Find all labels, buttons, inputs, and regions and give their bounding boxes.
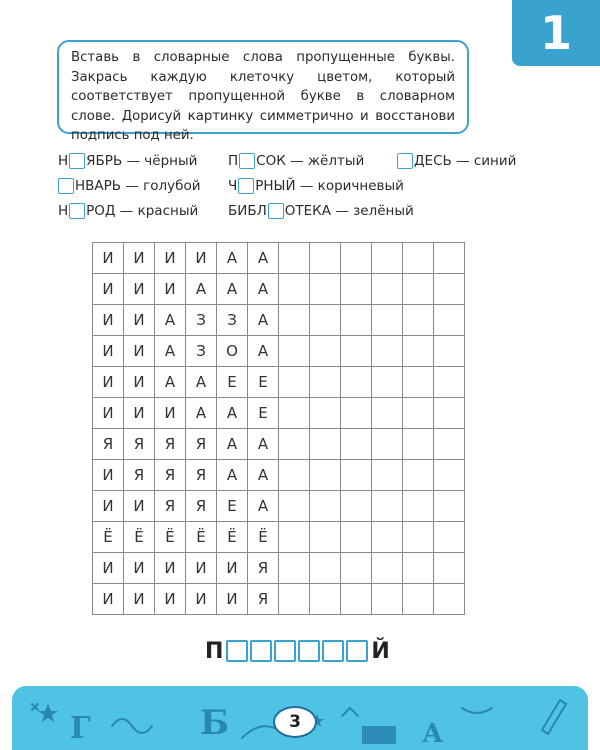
- grid-row: [93, 274, 465, 305]
- grid-cell[interactable]: А: [248, 305, 279, 336]
- grid-cell[interactable]: Я: [186, 429, 217, 460]
- grid-cell[interactable]: [310, 460, 341, 491]
- grid-cell[interactable]: Ё: [217, 522, 248, 553]
- grid-cell[interactable]: Я: [186, 491, 217, 522]
- grid-cell[interactable]: И: [93, 243, 124, 274]
- word-desyat: [396, 151, 516, 171]
- grid-cell[interactable]: [434, 305, 465, 336]
- grid-cell[interactable]: И: [93, 336, 124, 367]
- grid-cell[interactable]: [310, 336, 341, 367]
- grid-cell[interactable]: З: [217, 305, 248, 336]
- grid-row: [93, 398, 465, 429]
- page-number-text: 3: [289, 712, 301, 732]
- word-suffix: РОД: [86, 203, 116, 219]
- chapter-number: 1: [539, 6, 572, 60]
- grid-cell[interactable]: И: [124, 584, 155, 615]
- grid-cell[interactable]: [372, 274, 403, 305]
- grid-cell[interactable]: И: [93, 305, 124, 336]
- grid-row: [93, 243, 465, 274]
- grid-cell[interactable]: А: [186, 367, 217, 398]
- grid-cell[interactable]: [372, 398, 403, 429]
- grid-cell[interactable]: И: [124, 491, 155, 522]
- word-prefix: БИБЛ: [228, 203, 267, 219]
- grid-cell[interactable]: [341, 491, 372, 522]
- grid-cell[interactable]: И: [93, 460, 124, 491]
- grid-cell[interactable]: И: [186, 553, 217, 584]
- instruction-box: [57, 40, 469, 144]
- grid-cell[interactable]: [341, 243, 372, 274]
- answer-first-letter: П: [205, 638, 224, 664]
- grid-cell[interactable]: [310, 491, 341, 522]
- page-number: [273, 706, 317, 738]
- word-chernyy: [228, 176, 404, 196]
- word-prefix: Ч: [228, 178, 238, 194]
- word-suffix: НВАРЬ: [75, 178, 122, 194]
- word-suffix: СОК: [256, 153, 286, 169]
- grid-cell[interactable]: Ё: [93, 522, 124, 553]
- letter-blank[interactable]: [397, 153, 413, 169]
- word-color: — голубой: [125, 178, 201, 194]
- grid-row: [93, 336, 465, 367]
- grid-cell[interactable]: [434, 553, 465, 584]
- grid-cell[interactable]: [279, 398, 310, 429]
- word-yanvar: [57, 176, 200, 196]
- grid-cell[interactable]: [279, 243, 310, 274]
- grid-cell[interactable]: [372, 491, 403, 522]
- grid-row: [93, 367, 465, 398]
- chapter-number-tab: [512, 0, 600, 66]
- word-narod: [58, 201, 198, 221]
- word-suffix: ЯБРЬ: [86, 153, 123, 169]
- grid-cell[interactable]: И: [186, 584, 217, 615]
- grid-cell[interactable]: Я: [93, 429, 124, 460]
- grid-cell[interactable]: И: [93, 398, 124, 429]
- grid-cell[interactable]: А: [155, 336, 186, 367]
- grid-cell[interactable]: [434, 584, 465, 615]
- grid-cell[interactable]: [403, 460, 434, 491]
- grid-cell[interactable]: Я: [155, 460, 186, 491]
- grid-cell[interactable]: [310, 429, 341, 460]
- grid-cell[interactable]: Ё: [124, 522, 155, 553]
- answer-letter-blank[interactable]: [226, 640, 248, 662]
- grid-cell[interactable]: А: [186, 398, 217, 429]
- grid-cell[interactable]: [372, 305, 403, 336]
- grid-cell[interactable]: [372, 429, 403, 460]
- grid-cell[interactable]: [372, 243, 403, 274]
- grid-cell[interactable]: [403, 429, 434, 460]
- grid-cell[interactable]: [434, 274, 465, 305]
- answer-letter-blank[interactable]: [250, 640, 272, 662]
- grid-cell[interactable]: [434, 367, 465, 398]
- answer-letter-blank[interactable]: [346, 640, 368, 662]
- grid-cell[interactable]: А: [217, 460, 248, 491]
- grid-cell[interactable]: И: [93, 367, 124, 398]
- instruction-text: Вставь в словарные слова пропущенные буквы. Закрась каждую клеточку цветом, который соответствует пропущенной букве в словарном слове. Дорисуй картинку симметрично и восстанови подпись под ней.: [71, 50, 455, 144]
- grid-cell[interactable]: И: [155, 553, 186, 584]
- grid-cell[interactable]: [341, 398, 372, 429]
- grid-cell[interactable]: Я: [248, 584, 279, 615]
- grid-row: [93, 491, 465, 522]
- word-suffix: ДЕСЬ: [414, 153, 452, 169]
- grid-cell[interactable]: Е: [217, 491, 248, 522]
- grid-cell[interactable]: [279, 460, 310, 491]
- grid-cell[interactable]: [434, 429, 465, 460]
- word-color: — коричневый: [299, 178, 404, 194]
- letter-blank[interactable]: [69, 203, 85, 219]
- grid-cell[interactable]: И: [124, 274, 155, 305]
- grid-cell[interactable]: [279, 305, 310, 336]
- grid-cell[interactable]: А: [248, 336, 279, 367]
- answer-letter-blank[interactable]: [322, 640, 344, 662]
- grid-cell[interactable]: [403, 367, 434, 398]
- grid-cell[interactable]: [403, 491, 434, 522]
- grid-cell[interactable]: [341, 460, 372, 491]
- grid-cell[interactable]: [372, 460, 403, 491]
- grid-cell[interactable]: И: [217, 584, 248, 615]
- grid-cell[interactable]: [310, 584, 341, 615]
- grid-cell[interactable]: [434, 398, 465, 429]
- grid-cell[interactable]: А: [248, 243, 279, 274]
- grid-cell[interactable]: [279, 429, 310, 460]
- grid-cell[interactable]: [341, 522, 372, 553]
- grid-cell[interactable]: [310, 274, 341, 305]
- grid-cell[interactable]: Я: [155, 429, 186, 460]
- grid-cell[interactable]: А: [248, 429, 279, 460]
- grid-row: [93, 522, 465, 553]
- grid-cell[interactable]: [434, 336, 465, 367]
- grid-row: [93, 429, 465, 460]
- grid-cell[interactable]: А: [155, 367, 186, 398]
- word-color: — зелёный: [335, 203, 414, 219]
- grid-cell[interactable]: [434, 491, 465, 522]
- grid-cell[interactable]: [279, 367, 310, 398]
- grid-cell[interactable]: [279, 522, 310, 553]
- grid-row: [93, 584, 465, 615]
- grid-cell[interactable]: [341, 367, 372, 398]
- grid-cell[interactable]: [310, 553, 341, 584]
- grid-cell[interactable]: [279, 274, 310, 305]
- letter-blank[interactable]: [58, 178, 74, 194]
- grid-cell[interactable]: [310, 522, 341, 553]
- grid-row: [93, 305, 465, 336]
- word-pesok: [228, 151, 364, 171]
- grid-cell[interactable]: Е: [217, 367, 248, 398]
- grid-cell[interactable]: [403, 243, 434, 274]
- grid-cell[interactable]: И: [93, 553, 124, 584]
- word-color: — синий: [456, 153, 517, 169]
- grid-cell[interactable]: [341, 336, 372, 367]
- grid-cell[interactable]: Е: [248, 367, 279, 398]
- grid-cell[interactable]: И: [93, 491, 124, 522]
- grid-cell[interactable]: А: [217, 398, 248, 429]
- grid-cell[interactable]: [372, 553, 403, 584]
- answer-last-letter: Й: [371, 638, 390, 664]
- coloring-grid: [92, 242, 465, 615]
- grid-cell[interactable]: [372, 522, 403, 553]
- word-noyabr: [58, 151, 197, 171]
- grid-cell[interactable]: И: [124, 553, 155, 584]
- grid-cell[interactable]: Я: [155, 491, 186, 522]
- letter-blank[interactable]: [268, 203, 284, 219]
- grid-cell[interactable]: А: [155, 305, 186, 336]
- letter-blank[interactable]: [69, 153, 85, 169]
- grid-cell[interactable]: [403, 522, 434, 553]
- grid-cell[interactable]: З: [186, 336, 217, 367]
- grid-cell[interactable]: [434, 460, 465, 491]
- grid-cell[interactable]: И: [155, 243, 186, 274]
- grid-row: [93, 460, 465, 491]
- grid-cell[interactable]: Ё: [186, 522, 217, 553]
- grid-cell[interactable]: [434, 243, 465, 274]
- grid-cell[interactable]: А: [217, 274, 248, 305]
- word-prefix: Н: [58, 203, 69, 219]
- grid-cell[interactable]: [279, 491, 310, 522]
- grid-cell[interactable]: З: [186, 305, 217, 336]
- grid-cell[interactable]: [341, 274, 372, 305]
- grid-cell[interactable]: [434, 522, 465, 553]
- grid-cell[interactable]: А: [186, 274, 217, 305]
- answer-caption: [205, 638, 390, 664]
- grid-cell[interactable]: [403, 305, 434, 336]
- grid-cell[interactable]: И: [124, 367, 155, 398]
- letter-blank[interactable]: [239, 153, 255, 169]
- answer-letter-blank[interactable]: [298, 640, 320, 662]
- grid-cell[interactable]: И: [93, 274, 124, 305]
- grid-cell[interactable]: [372, 367, 403, 398]
- grid-cell[interactable]: [341, 584, 372, 615]
- answer-letter-blank[interactable]: [274, 640, 296, 662]
- grid-row: [93, 553, 465, 584]
- grid-cell[interactable]: [372, 584, 403, 615]
- grid-cell[interactable]: О: [217, 336, 248, 367]
- grid-cell[interactable]: И: [124, 336, 155, 367]
- word-prefix: П: [228, 153, 239, 169]
- grid-cell[interactable]: Я: [124, 429, 155, 460]
- grid-cell[interactable]: И: [93, 584, 124, 615]
- decor-letter-g: Г: [70, 711, 91, 746]
- grid-cell[interactable]: И: [186, 243, 217, 274]
- grid-cell[interactable]: И: [124, 305, 155, 336]
- grid-cell[interactable]: А: [248, 491, 279, 522]
- grid-cell[interactable]: И: [124, 243, 155, 274]
- grid-cell[interactable]: [341, 305, 372, 336]
- grid-cell[interactable]: И: [155, 584, 186, 615]
- grid-cell[interactable]: Ё: [155, 522, 186, 553]
- grid-cell[interactable]: [403, 398, 434, 429]
- grid-cell[interactable]: [403, 274, 434, 305]
- grid-cell[interactable]: И: [217, 553, 248, 584]
- grid-cell[interactable]: [403, 336, 434, 367]
- grid-cell[interactable]: [372, 336, 403, 367]
- decor-letter-a: А: [422, 719, 444, 749]
- grid-cell[interactable]: [310, 305, 341, 336]
- grid-cell[interactable]: И: [155, 274, 186, 305]
- grid-cell[interactable]: [279, 584, 310, 615]
- grid-cell[interactable]: [341, 429, 372, 460]
- grid-cell[interactable]: [403, 553, 434, 584]
- grid-cell[interactable]: А: [217, 243, 248, 274]
- grid-cell[interactable]: [403, 584, 434, 615]
- grid-cell[interactable]: Ё: [248, 522, 279, 553]
- word-color: — жёлтый: [290, 153, 365, 169]
- word-prefix: Н: [58, 153, 69, 169]
- grid-cell[interactable]: [279, 336, 310, 367]
- word-color: — красный: [119, 203, 199, 219]
- grid-cell[interactable]: [279, 553, 310, 584]
- word-suffix: РНЫЙ: [255, 178, 296, 194]
- grid-cell[interactable]: Я: [124, 460, 155, 491]
- grid-cell[interactable]: [310, 367, 341, 398]
- grid-cell[interactable]: И: [155, 398, 186, 429]
- letter-blank[interactable]: [238, 178, 254, 194]
- grid-cell[interactable]: Е: [248, 398, 279, 429]
- word-biblioteka: [228, 201, 414, 221]
- grid-cell[interactable]: Я: [248, 553, 279, 584]
- grid-cell[interactable]: Я: [186, 460, 217, 491]
- word-suffix: ОТЕКА: [284, 203, 332, 219]
- grid-cell[interactable]: А: [248, 274, 279, 305]
- word-color: — чёрный: [126, 153, 198, 169]
- grid-cell[interactable]: А: [248, 460, 279, 491]
- decor-letter-b: Б: [200, 703, 230, 743]
- grid-cell[interactable]: [310, 398, 341, 429]
- grid-cell[interactable]: И: [124, 398, 155, 429]
- grid-cell[interactable]: А: [217, 429, 248, 460]
- grid-cell[interactable]: [341, 553, 372, 584]
- grid-cell[interactable]: [310, 243, 341, 274]
